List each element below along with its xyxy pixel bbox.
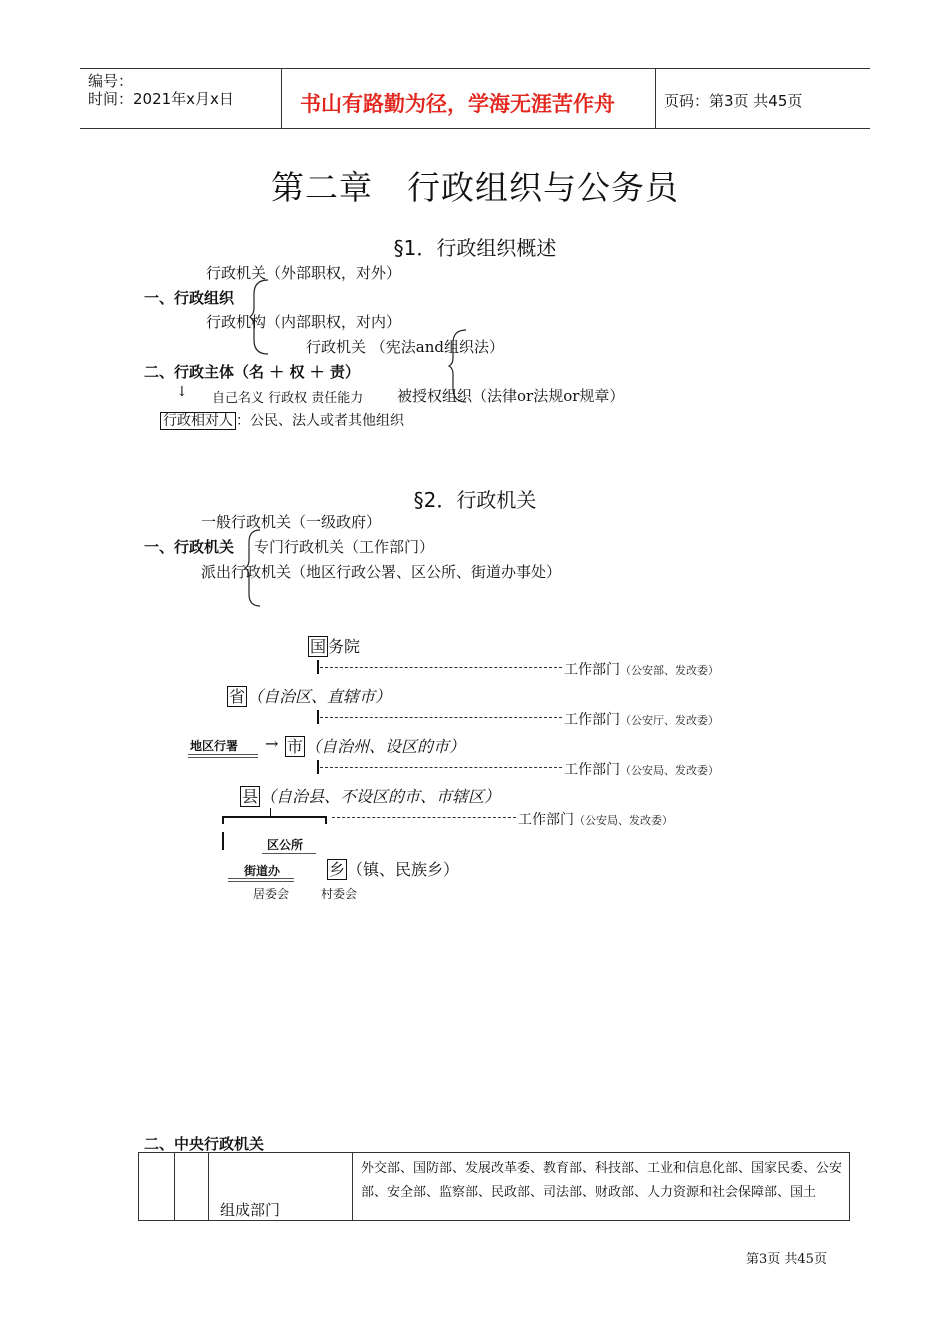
page-label: 页码：第3页 共45页: [664, 92, 803, 110]
work-dept-note: （公安局、发改委）: [574, 814, 673, 827]
down-arrow-icon: ↓: [176, 384, 188, 400]
township: [327, 857, 459, 880]
counterpart-label: 行政相对人: [160, 412, 236, 430]
org-item-institution: 行政机构（内部职权，对内）: [206, 313, 402, 331]
county: [240, 784, 500, 807]
org-label: 一、行政组织: [144, 289, 235, 307]
street-office: 街道办: [244, 864, 281, 878]
section2-title: §2．行政机关: [413, 488, 537, 512]
prefecture-office: 地区行署: [190, 739, 239, 753]
province-box: 省: [229, 687, 246, 706]
province-rest: （自治区、直辖市）: [247, 687, 392, 706]
right-arrow-icon: →: [265, 734, 279, 753]
time-label: 时间：2021年x月x日: [88, 90, 234, 108]
footer-page: 第3页 共45页: [746, 1252, 827, 1267]
work-dept-4: [518, 809, 673, 829]
organ-item-general: 一般行政机关（一级政府）: [201, 513, 382, 531]
city: [285, 734, 465, 757]
section1-title: §1．行政组织概述: [393, 236, 557, 260]
residents-committee: 居委会: [253, 887, 290, 901]
work-dept-label: 工作部门: [564, 762, 620, 778]
subject-item-authorized: 被授权组织（法律or法规or规章）: [397, 387, 625, 405]
table-label: 组成部门: [220, 1201, 281, 1219]
state-council: [308, 634, 360, 657]
org-item-organ: 行政机关（外部职权，对外）: [206, 264, 402, 282]
work-dept-1: [564, 659, 719, 679]
counterpart-text: ：公民、法人或者其他组织: [236, 413, 404, 429]
county-box: 县: [242, 787, 259, 806]
number-label: 编号：: [88, 72, 134, 90]
organ-label: 一、行政机关: [144, 538, 235, 556]
work-dept-label: 工作部门: [564, 712, 620, 728]
table-content: 外交部、国防部、发展改革委、教育部、科技部、工业和信息化部、国家民委、公安部、安全部、监察部、民政部、司法部、财政部、人力资源和社会保障部、国土: [361, 1161, 843, 1200]
motto: 书山有路勤为径，学海无涯苦作舟: [300, 92, 615, 116]
central-table: [138, 1152, 850, 1221]
work-dept-note: （公安局、发改委）: [620, 764, 719, 777]
state-box: 国: [310, 637, 327, 656]
district-office: 区公所: [267, 838, 304, 852]
work-dept-3: [564, 759, 719, 779]
central-heading: 二、中央行政机关: [144, 1135, 265, 1153]
organ-item-dispatched: 派出行政机关（地区行政公署、区公所、街道办事处）: [201, 563, 562, 581]
city-box: 市: [287, 737, 304, 756]
subject-note: 自己名义 行政权 责任能力: [212, 391, 364, 406]
subject-item-organ: 行政机关 （宪法and组织法）: [306, 338, 504, 356]
subject-label: 二、行政主体（名 ＋ 权 ＋ 责）: [144, 363, 360, 381]
work-dept-2: [564, 709, 719, 729]
work-dept-note: （公安部、发改委）: [620, 664, 719, 677]
work-dept-label: 工作部门: [518, 812, 574, 828]
organ-item-special: 专门行政机关（工作部门）: [254, 538, 435, 556]
chapter-title: 第二章 行政组织与公务员: [271, 168, 679, 207]
work-dept-note: （公安厅、发改委）: [620, 714, 719, 727]
township-box: 乡: [329, 860, 346, 879]
city-rest: （自治州、设区的市）: [305, 737, 466, 756]
state-rest: 务院: [328, 637, 361, 656]
counterpart-line: [160, 410, 404, 430]
work-dept-label: 工作部门: [564, 662, 620, 678]
township-rest: （镇、民族乡）: [347, 860, 460, 879]
village-committee: 村委会: [321, 887, 358, 901]
province: [227, 684, 391, 707]
county-rest: （自治县、不设区的市、市辖区）: [260, 787, 501, 806]
